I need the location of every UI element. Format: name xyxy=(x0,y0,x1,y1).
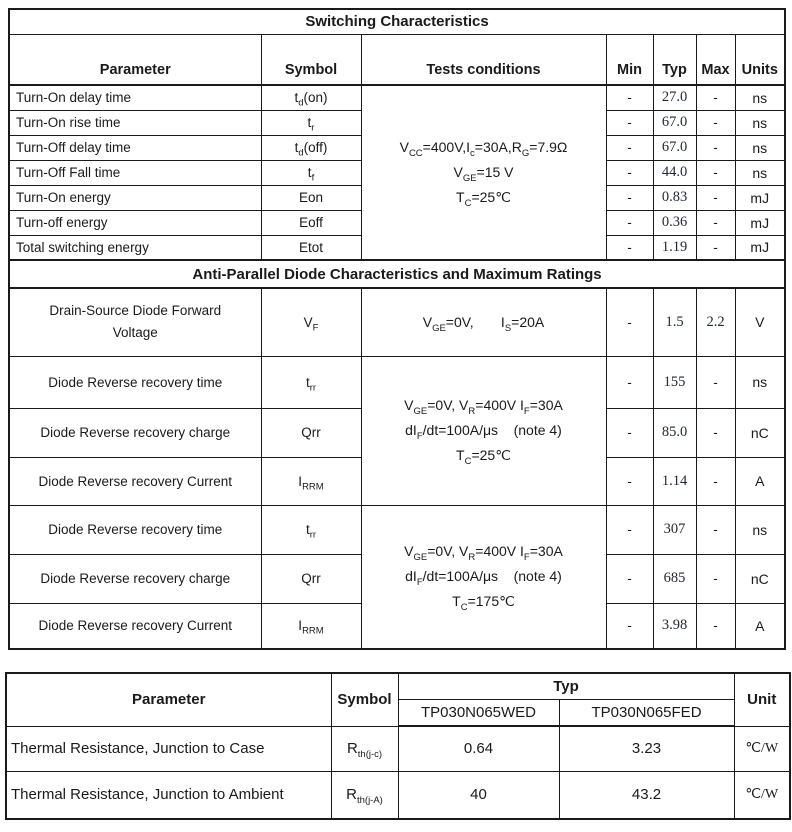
max-cell: - xyxy=(696,457,735,505)
unit-cell: ℃/W xyxy=(734,771,790,819)
units-cell: ns xyxy=(735,505,785,554)
parameter-cell: Total switching energy xyxy=(9,235,261,260)
condition-line: $T_C=25℃$ xyxy=(456,189,511,209)
max-cell: - xyxy=(696,160,735,185)
condition-line: $V_{GE}=0V$, $V_R=400V$ $I_F=30A$ xyxy=(404,397,563,417)
max-cell: - xyxy=(696,408,735,457)
condition-line: $V_{GE}=0V$, $V_R=400V$ $I_F=30A$ xyxy=(404,543,563,564)
typ-cell: 85.0 xyxy=(653,408,696,457)
conditions-cell xyxy=(361,505,606,649)
typ-cell-part1: 40 xyxy=(398,771,559,819)
column-header-symbol: Symbol xyxy=(261,34,361,85)
column-header-typ: Typ xyxy=(653,34,696,85)
table-row xyxy=(9,505,785,554)
parameter-cell: Turn-On delay time xyxy=(9,85,261,110)
parameter-cell: Diode Reverse recovery Current xyxy=(9,457,261,505)
condition-line: $V_{GE}=15$ V xyxy=(453,164,514,184)
symbol-cell: $I_{RRM}$ xyxy=(261,457,361,505)
typ-cell: 1.14 xyxy=(653,457,696,505)
column-header-part2: TP030N065FED xyxy=(559,699,734,726)
column-header-part1: TP030N065WED xyxy=(398,699,559,726)
column-header-unit: Unit xyxy=(734,673,790,726)
units-cell: ns xyxy=(735,160,785,185)
symbol-cell: $t_f$ xyxy=(261,160,361,185)
max-cell: - xyxy=(696,135,735,160)
units-cell: ns xyxy=(735,356,785,408)
parameter-cell: Diode Reverse recovery time xyxy=(9,356,261,408)
typ-cell: 155 xyxy=(653,356,696,408)
column-header-conditions: Tests conditions xyxy=(361,34,606,85)
symbol-cell: Eon xyxy=(261,185,361,210)
min-cell: - xyxy=(606,408,653,457)
switching-characteristics-table xyxy=(8,8,786,650)
symbol-cell: $R_{th(j-c)}$ xyxy=(331,726,398,771)
parameter-cell: Diode Reverse recovery charge xyxy=(9,408,261,457)
max-cell: - xyxy=(696,110,735,135)
condition-line: $dI_F/dt=100A/\mu s$ (note 4) xyxy=(405,422,562,442)
symbol-cell: $t_{rr}$ xyxy=(261,505,361,554)
typ-cell: 1.5 xyxy=(653,288,696,356)
condition-line: $T_C=25℃$ xyxy=(456,447,511,467)
parameter-cell: Turn-off energy xyxy=(9,210,261,235)
table-row xyxy=(9,85,785,110)
condition-line: $T_C=175℃$ xyxy=(452,593,515,614)
units-cell: mJ xyxy=(735,210,785,235)
min-cell: - xyxy=(606,110,653,135)
parameter-cell: Thermal Resistance, Junction to Ambient xyxy=(6,771,331,819)
typ-cell: 67.0 xyxy=(653,110,696,135)
units-cell: nC xyxy=(735,554,785,603)
units-cell: ns xyxy=(735,135,785,160)
parameter-cell: Turn-On energy xyxy=(9,185,261,210)
condition-line: $dI_F/dt=100A/\mu s$ (note 4) xyxy=(405,568,562,589)
units-cell: mJ xyxy=(735,185,785,210)
symbol-cell: $V_F$ xyxy=(261,288,361,356)
table-row xyxy=(9,288,785,356)
conditions-cell xyxy=(361,356,606,505)
condition-line: $V_{CC}=400V,I_c=30A,R_G=7.9\Omega$ xyxy=(399,139,568,159)
parameter-cell: Turn-On rise time xyxy=(9,110,261,135)
column-header-typ: Typ xyxy=(398,673,734,699)
parameter-cell: Turn-Off delay time xyxy=(9,135,261,160)
parameter-cell xyxy=(9,288,261,356)
column-header-units: Units xyxy=(735,34,785,85)
column-header-row xyxy=(6,673,790,699)
diode-section-title: Anti-Parallel Diode Characteristics and Maximum Ratings xyxy=(9,260,785,288)
max-cell: - xyxy=(696,603,735,649)
table-row xyxy=(6,726,790,771)
max-cell: - xyxy=(696,505,735,554)
min-cell: - xyxy=(606,603,653,649)
typ-cell-part2: 43.2 xyxy=(559,771,734,819)
table-row xyxy=(6,771,790,819)
units-cell: ns xyxy=(735,110,785,135)
switching-table-title: Switching Characteristics xyxy=(9,9,785,34)
conditions-cell xyxy=(361,85,606,260)
symbol-cell: Qrr xyxy=(261,554,361,603)
thermal-resistance-table xyxy=(5,672,791,820)
min-cell: - xyxy=(606,505,653,554)
min-cell: - xyxy=(606,185,653,210)
symbol-cell: $t_r$ xyxy=(261,110,361,135)
column-header-parameter: Parameter xyxy=(9,34,261,85)
column-header-max: Max xyxy=(696,34,735,85)
symbol-cell: $R_{th(j-A)}$ xyxy=(331,771,398,819)
typ-cell: 685 xyxy=(653,554,696,603)
min-cell: - xyxy=(606,457,653,505)
typ-cell: 307 xyxy=(653,505,696,554)
parameter-line: Voltage xyxy=(112,325,158,341)
column-header-row xyxy=(9,34,785,85)
parameter-cell: Diode Reverse recovery Current xyxy=(9,603,261,649)
max-cell: - xyxy=(696,210,735,235)
units-cell: A xyxy=(735,603,785,649)
symbol-cell: Eoff xyxy=(261,210,361,235)
max-cell: - xyxy=(696,356,735,408)
typ-cell: 0.83 xyxy=(653,185,696,210)
units-cell: nC xyxy=(735,408,785,457)
symbol-cell: $t_d(off)$ xyxy=(261,135,361,160)
min-cell: - xyxy=(606,554,653,603)
min-cell: - xyxy=(606,210,653,235)
min-cell: - xyxy=(606,85,653,110)
parameter-line: Drain-Source Diode Forward xyxy=(49,303,222,319)
parameter-cell: Turn-Off Fall time xyxy=(9,160,261,185)
unit-cell: ℃/W xyxy=(734,726,790,771)
parameter-cell: Diode Reverse recovery charge xyxy=(9,554,261,603)
table-row xyxy=(9,356,785,408)
typ-cell: 44.0 xyxy=(653,160,696,185)
symbol-cell: $t_{rr}$ xyxy=(261,356,361,408)
min-cell: - xyxy=(606,160,653,185)
table-title-row xyxy=(9,9,785,34)
symbol-cell: Etot xyxy=(261,235,361,260)
symbol-cell: $I_{RRM}$ xyxy=(261,603,361,649)
min-cell: - xyxy=(606,356,653,408)
typ-cell: 27.0 xyxy=(653,85,696,110)
column-header-parameter: Parameter xyxy=(6,673,331,726)
max-cell: 2.2 xyxy=(696,288,735,356)
units-cell: ns xyxy=(735,85,785,110)
typ-cell: 1.19 xyxy=(653,235,696,260)
units-cell: V xyxy=(735,288,785,356)
conditions-cell xyxy=(361,288,606,356)
max-cell: - xyxy=(696,554,735,603)
section-title-row xyxy=(9,260,785,288)
condition-line: $V_{GE}=0V$, $I_S=20A$ xyxy=(422,313,545,334)
typ-cell-part2: 3.23 xyxy=(559,726,734,771)
typ-cell: 67.0 xyxy=(653,135,696,160)
min-cell: - xyxy=(606,235,653,260)
typ-cell: 0.36 xyxy=(653,210,696,235)
typ-cell: 3.98 xyxy=(653,603,696,649)
symbol-cell: Qrr xyxy=(261,408,361,457)
min-cell: - xyxy=(606,288,653,356)
units-cell: mJ xyxy=(735,235,785,260)
units-cell: A xyxy=(735,457,785,505)
max-cell: - xyxy=(696,235,735,260)
min-cell: - xyxy=(606,135,653,160)
max-cell: - xyxy=(696,85,735,110)
typ-cell-part1: 0.64 xyxy=(398,726,559,771)
max-cell: - xyxy=(696,185,735,210)
column-header-symbol: Symbol xyxy=(331,673,398,726)
parameter-cell: Diode Reverse recovery time xyxy=(9,505,261,554)
column-header-min: Min xyxy=(606,34,653,85)
symbol-cell: $t_d(on)$ xyxy=(261,85,361,110)
parameter-cell: Thermal Resistance, Junction to Case xyxy=(6,726,331,771)
